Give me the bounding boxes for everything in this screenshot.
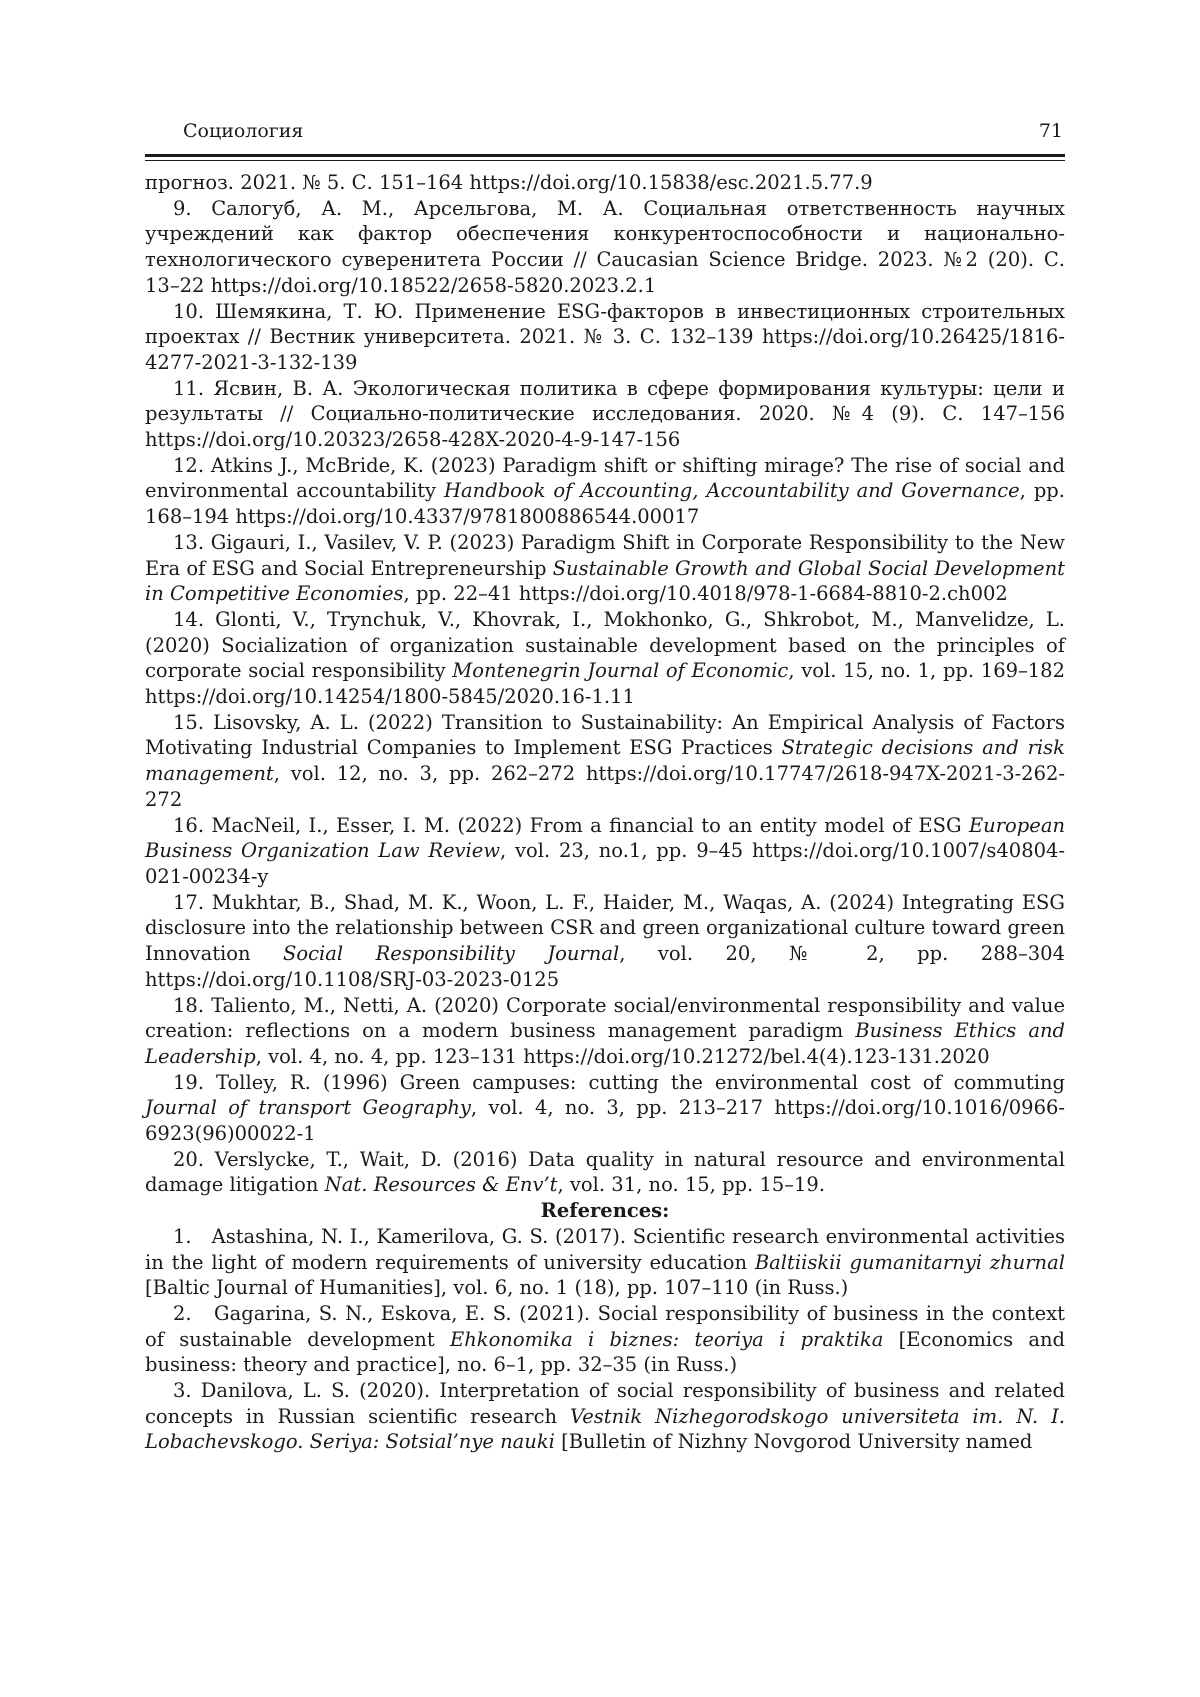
header-rule-thin bbox=[145, 160, 1065, 161]
reference-list bbox=[145, 170, 1065, 1455]
reference-item: 12. Atkins J., McBride, K. (2023) Paradigm shift or shifting mirage? The rise of social and environmental accountability Handbook of Accounting, Accountability and Governance, pp. 168–194 https://doi.org/10.4337/9781800886544.00017 bbox=[145, 453, 1065, 530]
continuation-line: прогноз. 2021. № 5. С. 151–164 https://doi.org/10.15838/esc.2021.5.77.9 bbox=[145, 170, 1065, 196]
reference-item: 15. Lisovsky, A. L. (2022) Transition to Sustainability: An Empirical Analysis of Factors Motivating Industrial Companies to Implement ESG Practices Strategic decisions and risk management, vol. 12, no. 3, pp. 262–272 https://doi.org/10.17747/2618-947X-2021-3-262-272 bbox=[145, 710, 1065, 813]
section-title: Социология bbox=[183, 120, 303, 142]
page-number: 71 bbox=[1039, 120, 1063, 142]
reference-item: 11. Ясвин, В. А. Экологическая политика в сфере формирования культуры: цели и результаты // Социально-политические исследования. 2020. №4 (9). С. 147–156 https://doi.org/10.20323/2658-428X-2020-4-9-147-156 bbox=[145, 376, 1065, 453]
reference-item-en: 1. Astashina, N. I., Kamerilova, G. S. (2017). Scientific research environmental activities in the light of modern requirements of university education Baltiiskii gumanitarnyi zhurnal [Baltic Journal of Humanities], vol. 6, no. 1 (18), pp. 107–110 (in Russ.) bbox=[145, 1224, 1065, 1301]
reference-item: 19. Tolley, R. (1996) Green campuses: cutting the environmental cost of commuting Journal of transport Geography, vol. 4, no. 3, pp. 213–217 https://doi.org/10.1016/0966-6923(96)00022-1 bbox=[145, 1070, 1065, 1147]
reference-item: 17. Mukhtar, B., Shad, M. K., Woon, L. F., Haider, M., Waqas, A. (2024) Integrating ESG disclosure into the relationship between CSR and green organizational culture toward green Innovation Social Responsibility Journal, vol. 20, № 2, pp. 288–304 https://doi.org/10.1108/SRJ-03-2023-0125 bbox=[145, 890, 1065, 993]
header-rule-thick bbox=[145, 154, 1065, 157]
reference-item: 9. Салогуб, А. М., Арсельгова, М. А. Социальная ответственность научных учреждений как фактор обеспечения конкурентоспособности и национально-технологического суверенитета России // Caucasian Science Bridge. 2023. №2 (20). С. 13–22 https://doi.org/10.18522/2658-5820.2023.2.1 bbox=[145, 196, 1065, 299]
reference-item-en: 2. Gagarina, S. N., Eskova, E. S. (2021). Social responsibility of business in the context of sustainable development Ehkonomika i biznes: teoriya i praktika [Economics and business: theory and practice], no. 6–1, pp. 32–35 (in Russ.) bbox=[145, 1301, 1065, 1378]
reference-item: 13. Gigauri, I., Vasilev, V. P. (2023) Paradigm Shift in Corporate Responsibility to the New Era of ESG and Social Entrepreneurship Sustainable Growth and Global Social Development in Competitive Economies, pp. 22–41 https://doi.org/10.4018/978-1-6684-8810-2.ch002 bbox=[145, 530, 1065, 607]
references-heading: References: bbox=[145, 1198, 1065, 1224]
reference-item: 20. Verslycke, T., Wait, D. (2016) Data quality in natural resource and environmental damage litigation Nat. Resources & Env’t, vol. 31, no. 15, pp. 15–19. bbox=[145, 1147, 1065, 1198]
document-page bbox=[0, 0, 1200, 1697]
reference-item-en: 3. Danilova, L. S. (2020). Interpretation of social responsibility of business and related concepts in Russian scientific research Vestnik Nizhegorodskogo universiteta im. N. I. Lobachevskogo. Seriya: Sotsial’nye nauki [Bulletin of Nizhny Novgorod University named bbox=[145, 1378, 1065, 1455]
reference-item: 18. Taliento, M., Netti, A. (2020) Corporate social/environmental responsibility and value creation: reflections on a modern business management paradigm Business Ethics and Leadership, vol. 4, no. 4, pp. 123–131 https://doi.org/10.21272/bel.4(4).123-131.2020 bbox=[145, 993, 1065, 1070]
reference-item: 10. Шемякина, Т. Ю. Применение ESG-факторов в инвестиционных строительных проектах // Вестник университета. 2021. № 3. С. 132–139 https://doi.org/10.26425/1816-4277-2021-3-132-139 bbox=[145, 299, 1065, 376]
reference-item: 16. MacNeil, I., Esser, I. M. (2022) From a financial to an entity model of ESG European Business Organization Law Review, vol. 23, no.1, pp. 9–45 https://doi.org/10.1007/s40804-021-00234-y bbox=[145, 813, 1065, 890]
reference-item: 14. Glonti, V., Trynchuk, V., Khovrak, I., Mokhonko, G., Shkrobot, M., Manvelidze, L. (2020) Socialization of organization sustainable development based on the principles of corporate social responsibility Montenegrin Journal of Economic, vol. 15, no. 1, pp. 169–182 https://doi.org/10.14254/1800-5845/2020.16-1.11 bbox=[145, 607, 1065, 710]
running-header bbox=[145, 120, 1065, 150]
